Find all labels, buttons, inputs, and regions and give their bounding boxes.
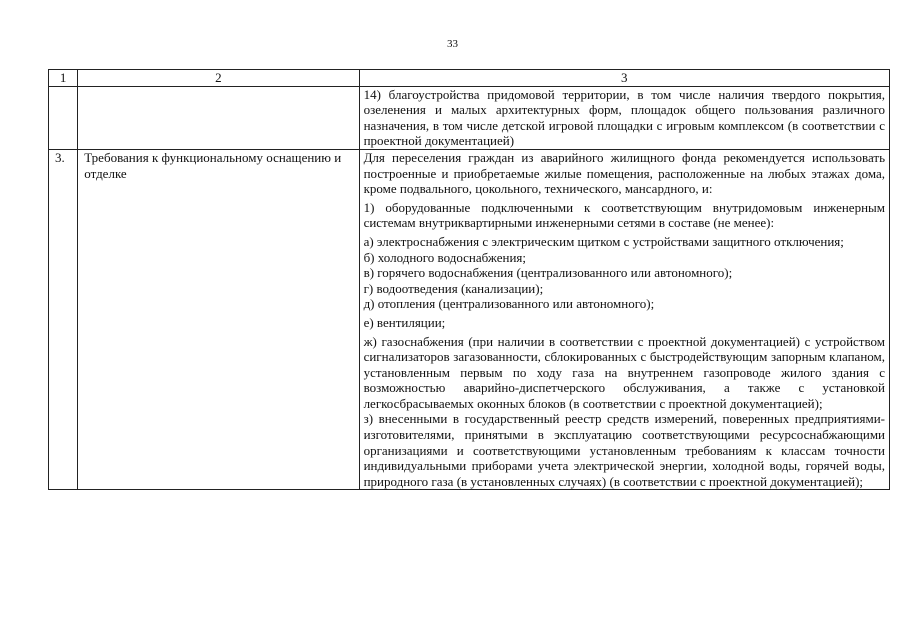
paragraph: Для переселения граждан из аварийного жилищного фонда рекомендуется использовать построенные и приобретаемые жилые помещения, расположенные на любых этажах дома, кроме подвального, цокольного, технического, мансардного, и: [363, 149, 885, 197]
paragraph: ж) газоснабжения (при наличии в соответствии с проектной документацией) с устройством сигнализаторов загазованности, сблокированных с быстродействующим запорным клапаном, установленным первым по ходу газа на внутреннем газопроводе жилого здания с возможностью аварийно-диспетчерского обслуживания, а также с установкой легкосбрасываемых оконных блоков (в соответствии с проектной документацией); [363, 333, 885, 411]
paragraph: е) вентиляции; [363, 314, 446, 330]
paragraph: а) электроснабжения с электрическим щитком с устройствами защитного отключения; [363, 233, 844, 249]
table-header-row [49, 70, 890, 87]
row-title [78, 86, 359, 149]
row-title: Требования к функциональному оснащению и отделке [78, 149, 359, 489]
paragraph: д) отопления (централизованного или автономного); [363, 296, 655, 312]
paragraph: 1) оборудованные подключенными к соответствующим внутридомовым инженерным системам внутриквартирными инженерными сетями в составе (не менее): [363, 199, 885, 231]
page-number: 33 [447, 38, 458, 50]
row-number [49, 86, 78, 149]
table-row [49, 86, 890, 149]
paragraph: 14) благоустройства придомовой территории, в том числе наличия твердого покрытия, озеленения и малых архитектурных форм, площадок общего пользования различного назначения, в том числе детской игровой площадки с игровым комплексом (в соответствии с проектной документацией) [363, 86, 885, 149]
paragraph: г) водоотведения (канализации); [363, 280, 544, 296]
header-col-2: 2 [78, 70, 359, 87]
paragraph: з) внесенными в государственный реестр средств измерений, поверенных предприятиями-изготовителями, принятыми в эксплуатацию соответствующими ресурсоснабжающими организациями и соответствующими установленным требованиям к классам точности индивидуальными приборами учета электрической энергии, холодной воды, горячей воды, природного газа (в установленных случаях) (в соответствии с проектной документацией); [363, 411, 885, 489]
requirements-table [48, 69, 890, 490]
row-number: 3. [49, 149, 78, 489]
header-col-1: 1 [49, 70, 78, 87]
paragraph: б) холодного водоснабжения; [363, 249, 527, 265]
table-row [49, 149, 890, 489]
row-content [359, 149, 889, 489]
paragraph: в) горячего водоснабжения (централизованного или автономного); [363, 265, 733, 281]
header-col-3: 3 [359, 70, 889, 87]
row-content [359, 86, 889, 149]
